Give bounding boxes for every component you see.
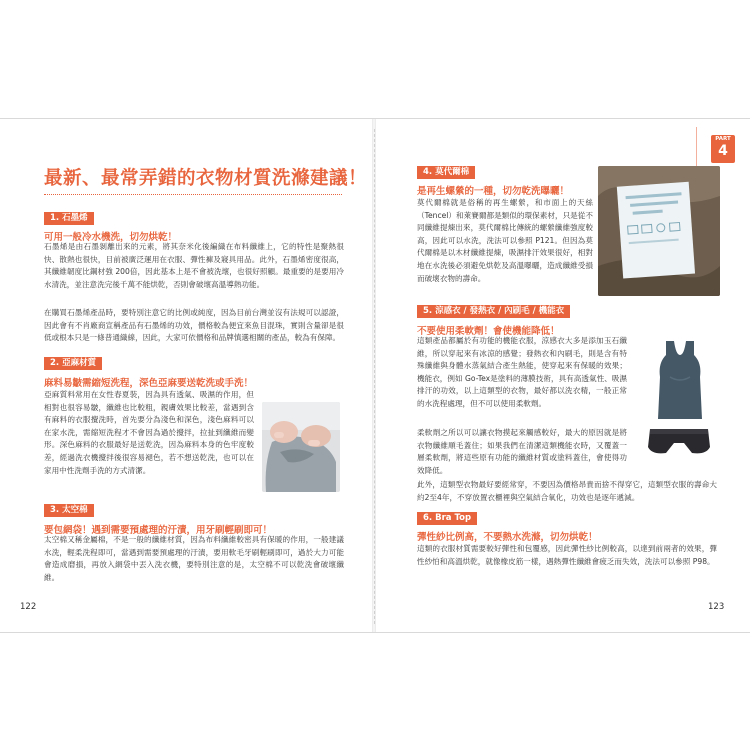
paragraph: 此外，這類型衣物最好要經常穿，不要因為價格昂貴而捨不得穿它，這類型衣服的壽命大約2至4年，不穿放置衣櫃裡與空氣結合氧化，功效也是逐年遞減。 [417,480,717,502]
section-subtitle-linen: 麻料易皺需縮短洗程，深色亞麻要送乾洗或手洗！ [44,378,254,389]
section-tag-functional-wear: 5. 涼感衣 / 發熱衣 / 內刷毛 / 機能衣 [417,305,570,318]
section-subtitle-bra-top: 彈性紗比例高，不要熱水洗滌，切勿烘乾！ [417,532,598,543]
page-number-left: 122 [20,602,37,612]
book-spread [0,118,750,633]
title-divider [44,194,342,195]
left-page [0,119,372,632]
section-tag-modal: 4. 莫代爾棉 [417,166,475,179]
section-tag-linen: 2. 亞麻材質 [44,357,102,370]
paragraph: 亞麻質料常用在女性春夏裝，因為具有透氣、吸濕的作用，但相對也很容易皺，纖維也比較粗，親膚效果比較差，當遇到含有麻料的衣服攪洗時，首先要分為淺色和深色，淺色麻料可以在家水洗，需縮短洗程才不會因為過於攪拌，拉扯到纖維而變形。深色麻料的衣服最好是送乾洗，因為麻料本身的色牢度較差，經過洗衣機攪拌後很容易褪色，若不想送乾洗，也可以在家用中性洗劑手洗的方式清潔。 [44,390,254,475]
section-tag-bra-top: 6. Bra Top [417,512,477,525]
paragraph: 這類產品都屬於有功能的機能衣服，涼感衣大多是添加玉石纖維，所以穿起來有冰涼的感覺；發熱衣和內刷毛，則是含有特殊纖維與身體水蒸氣結合產生熱能，使穿起來有保暖的效果；機能衣，例如 Go-Tex是塗料的薄膜技術，具有高透氣性、吸濕排汗的功效，以上這類型的衣物，最好都以洗衣精，一般正常的水洗程處理，但不可以使用柔軟劑。 [417,336,627,408]
right-page [376,119,750,632]
paragraph: 柔軟劑之所以可以讓衣物摸起來觸感較好，最大的原因就是將衣物纖維順毛蓋住；如果我們在清潔這類機能衣時，又覆蓋一層柔軟劑，將這些原有功能的纖維材質或塗料蓋住，會使得功效降低。 [417,428,627,475]
section-subtitle-space-cotton: 要包網袋！遇到需要預處理的汙漬，用牙刷輕刷即可！ [44,525,273,536]
paragraph: 這類的衣服材質需要較好彈性和包覆感，因此彈性紗比例較高，以達到前兩者的效果，彈性紗怕和高溫烘乾，就像橡皮筋一樣，遇熱彈性纖維會疲乏而失效，洗法可以參照 P98。 [417,544,717,566]
paragraph: 在購買石墨烯產品時，要特別注意它的比例或純度，因為目前台灣並沒有法規可以認證，因此會有不肖廠商宣稱產品有石墨烯的功效，價格較為便宜來魚目混珠，實則含量卻是很低或根本只是一條普通織線，因此，大家可依價格和品牌慎選相關的產品，較為有保障。 [44,308,344,343]
section-subtitle-functional-wear: 不要使用柔軟劑！會使機能降低！ [417,326,560,337]
care-label-photo [598,166,720,296]
section-tag-graphene: 1. 石墨烯 [44,212,94,225]
paragraph: 石墨烯是由石墨剝離出來的元素，將其奈米化後編織在布料纖維上，它的特性是聚熱很快、散熱也很快，目前被廣泛運用在衣服、彈性褲及寢具用品。此外，石墨烯密度很高，其纖維韌度比鋼材強 200倍，因此基本上是不會被洗壞，也很好照顧。最重要的是要用冷水清洗，並注意洗完後千萬不能烘乾，否則會破壞高溫導熱功能。 [44,242,344,289]
page-title: 最新、最常弄錯的衣物材質洗滌建議！ [44,168,368,189]
part-badge [711,135,735,163]
part-marker-line [696,127,697,167]
page-number-right: 123 [708,602,725,612]
section-tag-space-cotton: 3. 太空棉 [44,504,94,517]
part-label: PART [715,136,731,142]
section-subtitle-graphene: 可用一般冷水機洗，切勿烘乾！ [44,232,178,243]
part-number: 4 [718,143,728,159]
paragraph: 莫代爾棉就是俗稱的再生螺縈，和市面上的天絲（Tencel）和萊賽爾都是類似的環保素材，只是從不同纖維提煉出來，莫代爾棉比傳統的螺縈纖維強度較高，因此可以水洗，洗法可以參照 P121。但因為莫代爾棉是以木材纖維提煉，吸濕排汗效果很好，相對地在水洗後必須避免烘乾及高溫曝曬，造成纖維受損而破壞衣物的壽命。 [417,198,593,283]
paragraph: 太空棉又稱金屬棉，不是一般的纖維材質，因為布料纖維較密具有保暖的作用，一般建議水洗，輕柔洗程即可，當遇到需要預處理的汙漬，要用軟毛牙刷輕刷即可，過於大力可能會造成磨損，再放入網袋中丟入洗衣機，要特別注意的是，太空棉不可以乾洗會破壞纖維。 [44,535,344,582]
hands-washing-cloth-photo [262,402,340,492]
sportswear-photo [640,337,718,465]
section-subtitle-modal: 是再生螺縈的一種，切勿乾洗曝曬！ [417,186,570,197]
spine-fold-line [374,129,375,624]
